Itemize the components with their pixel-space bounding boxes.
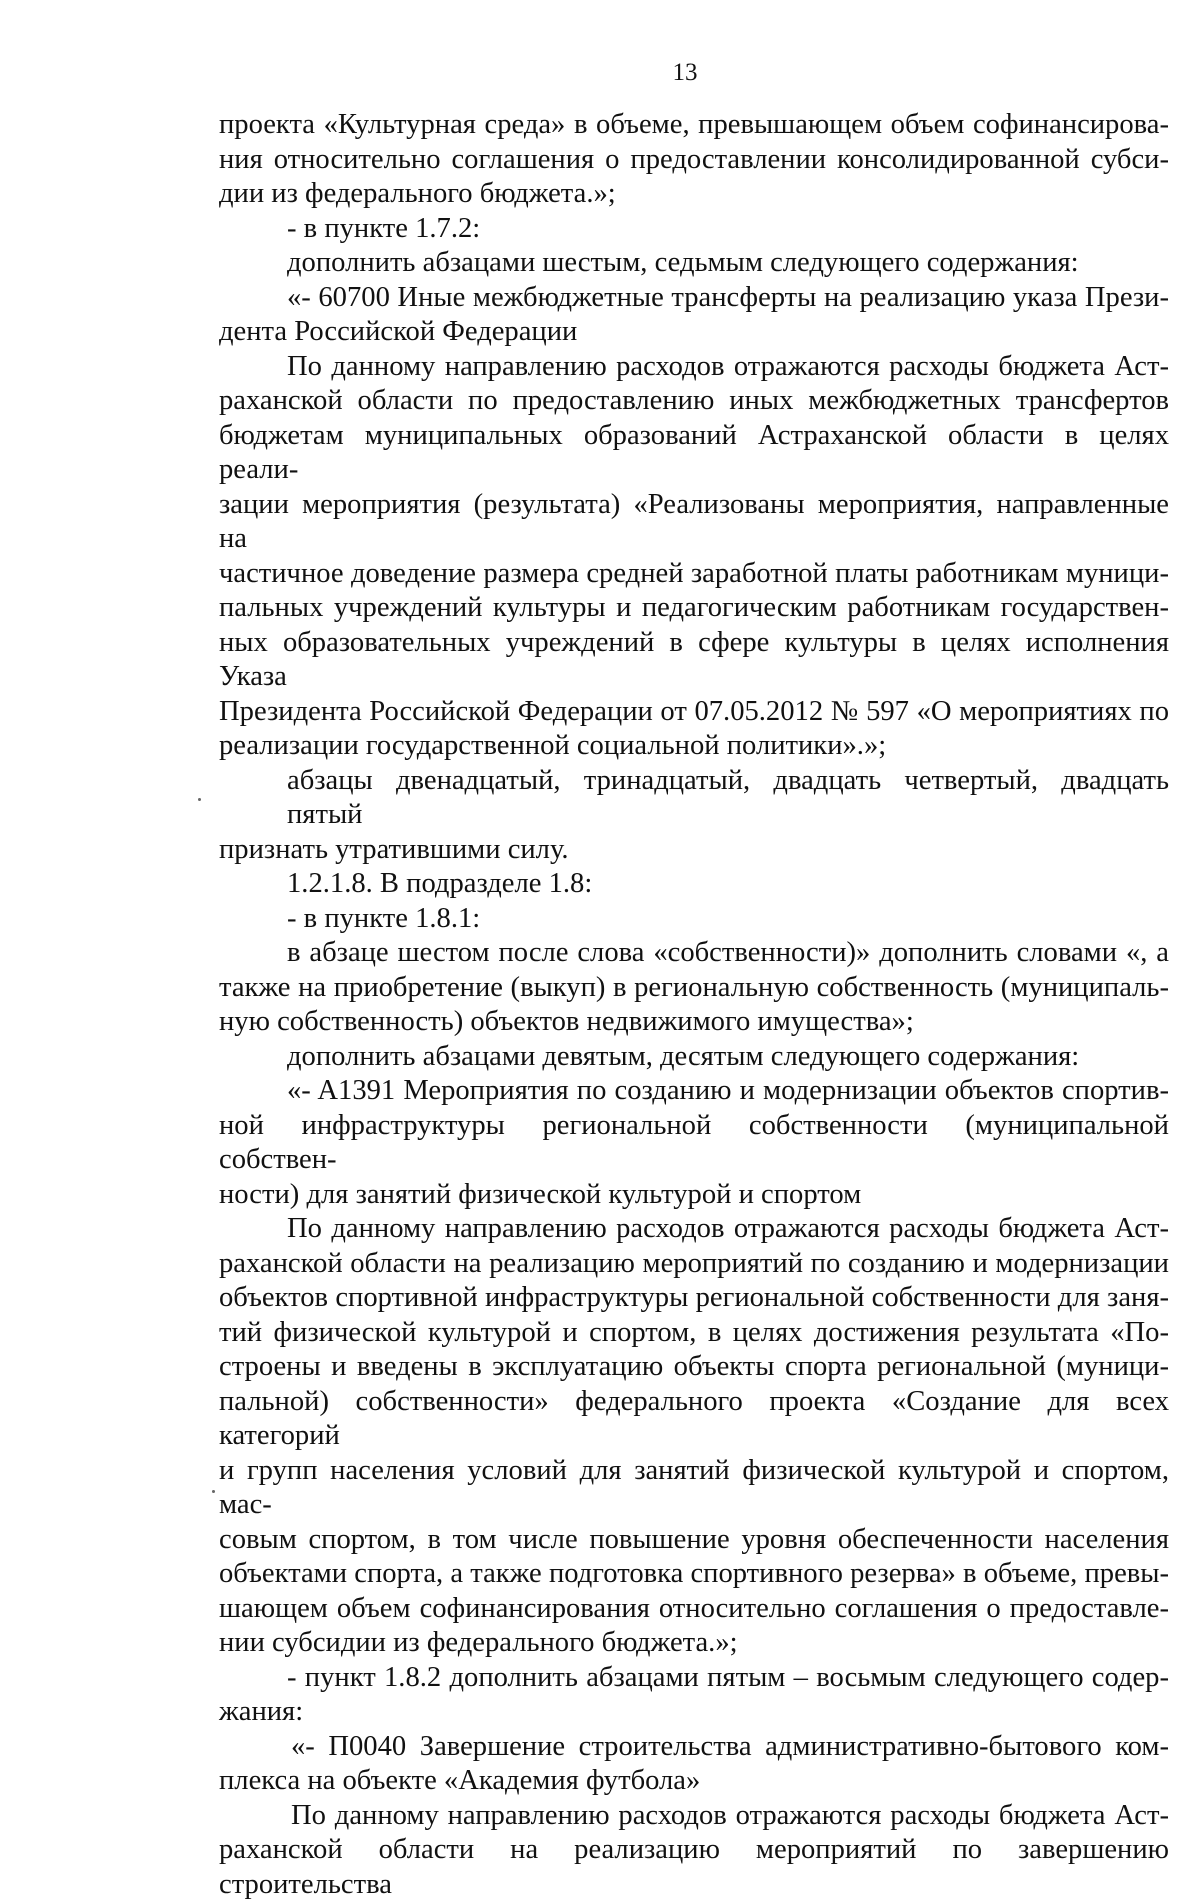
text-line: пальных учреждений культуры и педагогическим работникам государствен- <box>219 592 1169 623</box>
text-line: дополнить абзацами шестым, седьмым следующего содержания: <box>287 247 1079 278</box>
document-body <box>219 108 1169 1902</box>
text-line: реализации государственной социальной политики».»; <box>219 730 887 761</box>
text-line: зации мероприятия (результата) «Реализованы мероприятия, направленные на <box>219 488 1169 554</box>
scan-speck <box>198 798 201 801</box>
scan-speck <box>212 1490 215 1493</box>
text-line: дополнить абзацами девятым, десятым следующего содержания: <box>287 1040 1080 1072</box>
text-line: объектами спорта, а также подготовка спортивного резерва» в объеме, превы- <box>219 1558 1169 1589</box>
text-line: дии из федерального бюджета.»; <box>219 178 616 209</box>
text-line: в абзаце шестом после слова «собственности)» дополнить словами «, а <box>287 937 1169 968</box>
text-line: абзацы двенадцатый, тринадцатый, двадцать четвертый, двадцать пятый <box>287 764 1169 830</box>
text-line: плекса на объекте «Академия футбола» <box>219 1765 701 1796</box>
text-line: - пункт 1.8.2 дополнить абзацами пятым – восьмым следующего содер- <box>287 1661 1169 1693</box>
text-line: совым спортом, в том числе повышение уровня обеспеченности населения <box>219 1523 1169 1555</box>
text-line: раханской области на реализацию мероприятий по созданию и модернизации <box>219 1247 1169 1279</box>
text-line: ных образовательных учреждений в сфере культуры в целях исполнения Указа <box>219 626 1169 692</box>
text-line: - в пункте 1.7.2: <box>287 212 481 244</box>
text-line: тий физической культурой и спортом, в целях достижения результата «По- <box>219 1316 1169 1348</box>
text-line: бюджетам муниципальных образований Астраханской области в целях реали- <box>219 419 1169 485</box>
text-line: признать утратившими силу. <box>219 833 569 865</box>
text-line: раханской области на реализацию мероприятий по завершению строительства <box>219 1834 1169 1900</box>
text-line: По данному направлению расходов отражаются расходы бюджета Аст- <box>287 350 1169 382</box>
text-line: и групп населения условий для занятий физической культурой и спортом, мас- <box>219 1454 1169 1520</box>
text-line: также на приобретение (выкуп) в региональную собственность (муниципаль- <box>219 971 1169 1003</box>
text-line: ной инфраструктуры региональной собственности (муниципальной собствен- <box>219 1109 1169 1175</box>
text-line: ную собственность) объектов недвижимого имущества»; <box>219 1006 914 1037</box>
text-line: объектов спортивной инфраструктуры региональной собственности для заня- <box>219 1282 1169 1313</box>
text-line: По данному направлению расходов отражаются расходы бюджета Аст- <box>287 1213 1169 1244</box>
text-line: ности) для занятий физической культурой и спортом <box>219 1178 862 1210</box>
text-line: раханской области по предоставлению иных межбюджетных трансфертов <box>219 385 1169 416</box>
text-line: жания: <box>219 1696 304 1727</box>
text-line: частичное доведение размера средней заработной платы работникам муници- <box>219 557 1169 589</box>
text-line: шающем объем софинансирования относительно соглашения о предоставле- <box>219 1592 1169 1624</box>
text-line: - в пункте 1.8.1: <box>287 902 481 934</box>
text-line: пальной) собственности» федерального проекта «Создание для всех категорий <box>219 1385 1169 1451</box>
text-line: строены и введены в эксплуатацию объекты спорта региональной (муници- <box>219 1351 1169 1382</box>
text-line: дента Российской Федерации <box>219 316 578 347</box>
text-line: 1.2.1.8. В подразделе 1.8: <box>287 868 593 899</box>
text-line: По данному направлению расходов отражаются расходы бюджета Аст- <box>291 1799 1169 1831</box>
page-number: 13 <box>672 59 698 86</box>
text-line: ния относительно соглашения о предоставлении консолидированной субси- <box>219 143 1169 175</box>
text-line: «- П0040 Завершение строительства административно-бытового ком- <box>291 1730 1169 1762</box>
text-line: нии субсидии из федерального бюджета.»; <box>219 1627 738 1658</box>
text-line: Президента Российской Федерации от 07.05.2012 № 597 «О мероприятиях по <box>219 695 1169 727</box>
text-line: «- A1391 Мероприятия по созданию и модернизации объектов спортив- <box>287 1075 1169 1106</box>
text-line: «- 60700 Иные межбюджетные трансферты на реализацию указа Прези- <box>287 281 1169 313</box>
text-line: проекта «Культурная среда» в объеме, превышающем объем софинансирова- <box>219 109 1169 140</box>
